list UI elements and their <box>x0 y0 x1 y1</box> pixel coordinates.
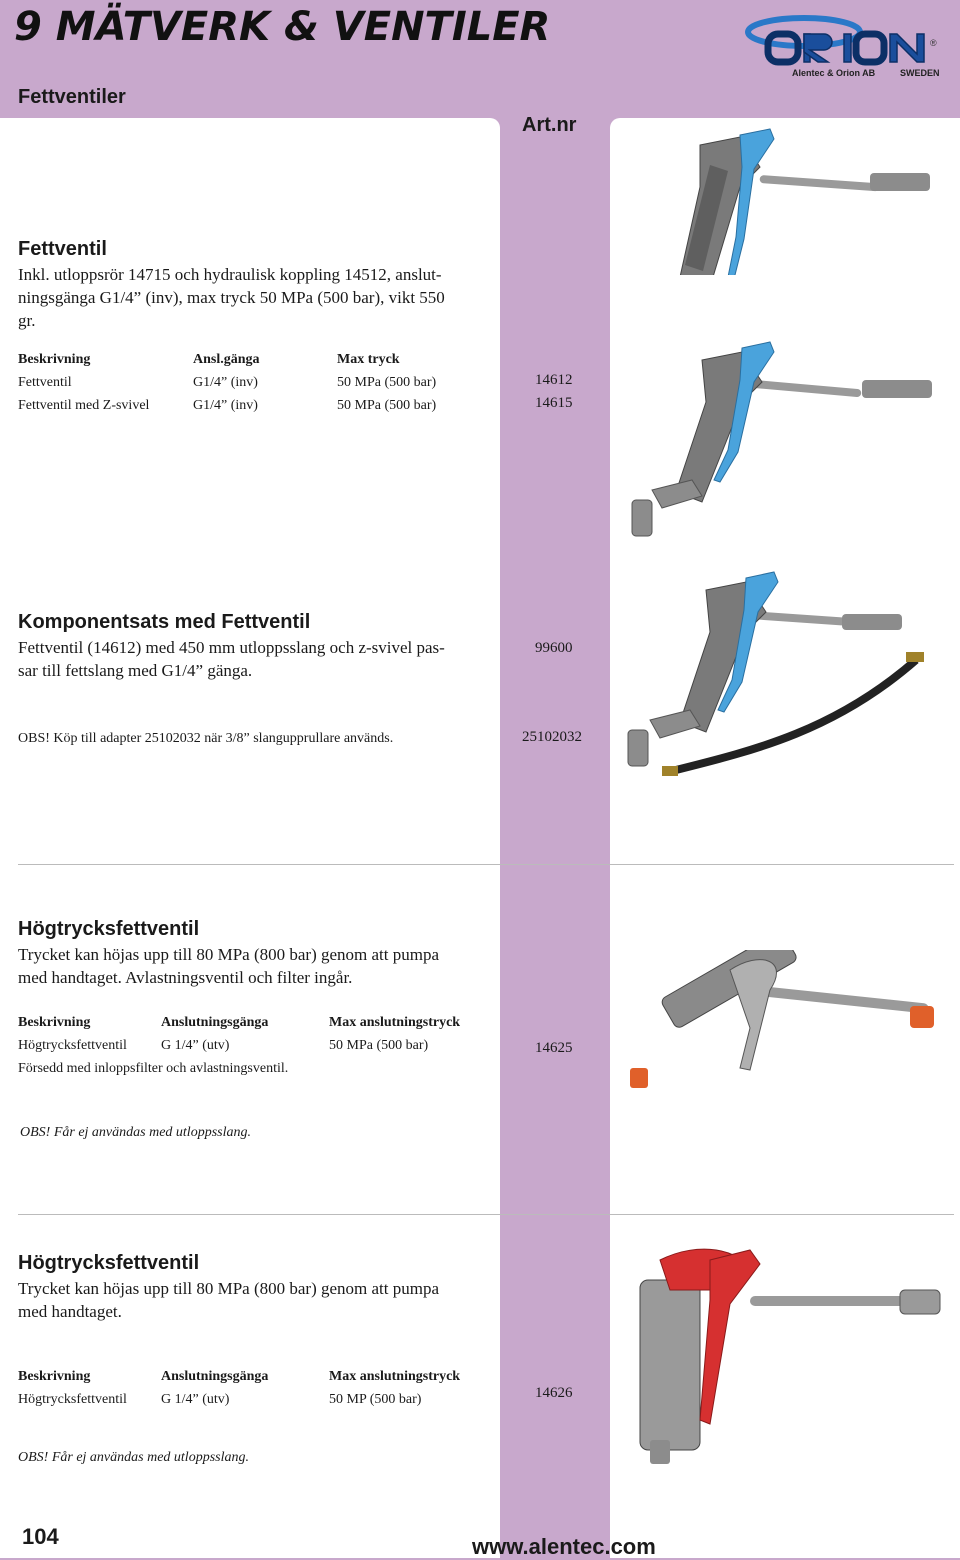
website-link[interactable]: www.alentec.com <box>472 1534 656 1559</box>
s2-title: Komponentsats med Fettventil <box>18 611 311 633</box>
s3-title: Högtrycksfettventil <box>18 918 200 940</box>
page-title: 9 MÄTVERK & VENTILER <box>14 4 551 50</box>
table-cell: Fettventil <box>18 375 72 390</box>
orion-logo <box>744 10 944 82</box>
artnr-header: Art.nr <box>522 114 577 136</box>
s3-col-header-thread: Anslutningsgänga <box>161 1015 269 1030</box>
s4-title: Högtrycksfettventil <box>18 1252 200 1274</box>
s3-note: OBS! Får ej användas med utloppsslang. <box>20 1125 251 1140</box>
s2-desc-line1: Fettventil (14612) med 450 mm utloppsslang och z-svivel pas- <box>18 638 445 657</box>
left-panel <box>0 118 500 1558</box>
grease-gun-kit-image <box>616 570 936 790</box>
article-number: 25102032 <box>522 729 582 745</box>
registered-mark: ® <box>930 38 937 48</box>
s1-desc-line2: ningsgänga G1/4” (inv), max tryck 50 MPa (500 bar), vikt 550 <box>18 288 445 307</box>
logo-sub: Alentec & Orion AB <box>792 68 876 78</box>
table-cell: 50 MPa (500 bar) <box>337 398 437 413</box>
table-cell: 50 MPa (500 bar) <box>337 375 437 390</box>
s4-col-header-thread: Anslutningsgänga <box>161 1369 269 1384</box>
grease-gun-image-2 <box>612 340 942 540</box>
s1-desc-line1: Inkl. utloppsrör 14715 och hydraulisk koppling 14512, anslut- <box>18 265 442 284</box>
s2-note: OBS! Köp till adapter 25102032 när 3/8” slangupprullare används. <box>18 731 394 746</box>
table-cell: Fettventil med Z-svivel <box>18 398 150 413</box>
table-cell: G1/4” (inv) <box>193 398 258 413</box>
s3-col-header-description: Beskrivning <box>18 1015 91 1030</box>
s3-desc-line2: med handtaget. Avlastningsventil och filter ingår. <box>18 968 353 987</box>
article-number: 14615 <box>535 395 573 411</box>
table-cell: 50 MP (500 bar) <box>329 1392 422 1407</box>
section-label: Fettventiler <box>18 86 126 108</box>
page-number: 104 <box>22 1524 59 1549</box>
s3-desc-line1: Trycket kan höjas upp till 80 MPa (800 bar) genom att pumpa <box>18 945 440 964</box>
table-cell: Högtrycksfettventil <box>18 1392 127 1407</box>
high-pressure-gun-image-2 <box>620 1240 950 1470</box>
section-divider <box>18 864 954 865</box>
s1-col-header-pressure: Max tryck <box>337 352 400 367</box>
s2-desc-line2: sar till fettslang med G1/4” gänga. <box>18 661 253 680</box>
article-number: 14626 <box>535 1385 573 1401</box>
high-pressure-gun-image-1 <box>620 950 950 1100</box>
article-number: 14612 <box>535 372 573 388</box>
s4-col-header-description: Beskrivning <box>18 1369 91 1384</box>
logo-country: SWEDEN <box>900 68 940 78</box>
s1-title: Fettventil <box>18 238 107 260</box>
table-cell: 50 MPa (500 bar) <box>329 1038 429 1053</box>
s3-extra: Försedd med inloppsfilter och avlastningsventil. <box>18 1061 289 1076</box>
s4-desc-line1: Trycket kan höjas upp till 80 MPa (800 bar) genom att pumpa <box>18 1279 440 1298</box>
article-number: 99600 <box>535 640 573 656</box>
table-cell: G 1/4” (utv) <box>161 1038 230 1053</box>
s4-desc-line2: med handtaget. <box>18 1302 122 1321</box>
table-cell: G1/4” (inv) <box>193 375 258 390</box>
s4-note: OBS! Får ej användas med utloppsslang. <box>18 1450 249 1465</box>
grease-gun-image-1 <box>640 125 950 275</box>
s3-col-header-pressure: Max anslutningstryck <box>329 1015 461 1030</box>
s1-col-header-thread: Ansl.gänga <box>193 352 260 367</box>
s1-desc-line3: gr. <box>18 311 36 330</box>
section-divider <box>18 1214 954 1215</box>
s4-col-header-pressure: Max anslutningstryck <box>329 1369 461 1384</box>
table-cell: Högtrycksfettventil <box>18 1038 127 1053</box>
table-cell: G 1/4” (utv) <box>161 1392 230 1407</box>
article-number: 14625 <box>535 1040 573 1056</box>
s1-col-header-description: Beskrivning <box>18 352 91 367</box>
